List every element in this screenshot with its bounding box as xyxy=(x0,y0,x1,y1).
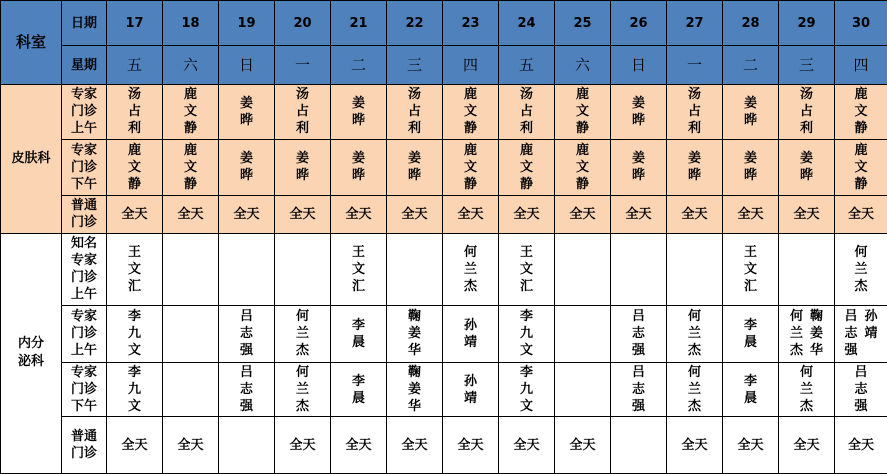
doctor-cell xyxy=(387,195,443,233)
doctor-cell xyxy=(219,233,275,305)
doctor-name: 吕志强 xyxy=(239,309,253,359)
doctor-name: 李九文 xyxy=(519,309,533,359)
doctor-cell xyxy=(387,417,443,474)
doctor-name: 汤占利 xyxy=(127,87,141,137)
weekday-label: 星期 xyxy=(62,46,107,84)
schedule-row xyxy=(1,417,887,474)
doctor-name: 孙靖 xyxy=(463,373,477,406)
doctor-cell xyxy=(835,195,887,233)
doctor-group xyxy=(779,308,834,359)
doctor-cell xyxy=(499,363,555,417)
doctor-name: 汤占利 xyxy=(295,87,309,137)
doctor-name: 鞠姜华 xyxy=(407,309,421,359)
allday-label: 全天 xyxy=(457,437,484,453)
doctor-cell xyxy=(779,417,835,474)
doctor-cell xyxy=(667,417,723,474)
doctor-cell xyxy=(387,233,443,305)
doctor-cell xyxy=(779,233,835,305)
weekday-cell: 一 xyxy=(667,46,723,84)
doctor-name: 何兰杰 xyxy=(687,365,701,415)
doctor-cell xyxy=(387,84,443,139)
doctor-name: 汤占利 xyxy=(519,87,533,137)
doctor-name: 何兰杰 xyxy=(687,309,701,359)
doctor-cell xyxy=(107,195,163,233)
weekday-cell: 三 xyxy=(387,46,443,84)
doctor-cell xyxy=(275,363,331,417)
doctor-cell xyxy=(219,195,275,233)
doctor-name: 姜晔 xyxy=(351,95,365,128)
allday-label: 全天 xyxy=(681,437,708,453)
doctor-name: 鹿文静 xyxy=(854,142,868,192)
doctor-cell xyxy=(555,84,611,139)
doctor-cell xyxy=(555,233,611,305)
doctor-name: 吕志强 xyxy=(631,365,645,415)
allday-label: 全天 xyxy=(681,206,708,222)
doctor-cell xyxy=(499,305,555,362)
allday-label: 全天 xyxy=(233,206,260,222)
doctor-cell xyxy=(219,417,275,474)
doctor-name: 王文汇 xyxy=(743,244,757,294)
doctor-name: 何兰杰 xyxy=(789,309,803,359)
allday-label: 全天 xyxy=(847,437,874,453)
doctor-cell xyxy=(275,233,331,305)
doctor-cell xyxy=(667,84,723,139)
allday-label: 全天 xyxy=(513,206,540,222)
doctor-cell xyxy=(611,195,667,233)
doctor-cell xyxy=(499,140,555,195)
allday-label: 全天 xyxy=(513,437,540,453)
doctor-name: 姜晔 xyxy=(687,151,701,184)
doctor-cell xyxy=(723,305,779,362)
doctor-cell xyxy=(163,84,219,139)
doctor-name: 吕志强 xyxy=(844,309,858,359)
doctor-name: 姜晔 xyxy=(743,95,757,128)
session-label-text: 专家门诊上午 xyxy=(70,309,97,359)
doctor-cell xyxy=(107,233,163,305)
weekday-cell: 五 xyxy=(107,46,163,84)
doctor-cell xyxy=(443,233,499,305)
doctor-cell xyxy=(275,195,331,233)
doctor-cell xyxy=(499,417,555,474)
doctor-name: 李九文 xyxy=(519,365,533,415)
doctor-cell xyxy=(163,417,219,474)
doctor-cell xyxy=(331,417,387,474)
allday-label: 全天 xyxy=(793,206,820,222)
doctor-cell xyxy=(555,417,611,474)
doctor-cell xyxy=(667,305,723,362)
date-cell: 22 xyxy=(387,1,443,46)
allday-label: 全天 xyxy=(289,437,316,453)
doctor-name: 鹿文静 xyxy=(183,142,197,192)
doctor-name: 鹿文静 xyxy=(575,142,589,192)
allday-label: 全天 xyxy=(289,206,316,222)
weekday-cell: 日 xyxy=(611,46,667,84)
doctor-name: 李九文 xyxy=(127,365,141,415)
doctor-name: 王文汇 xyxy=(127,244,141,294)
doctor-cell xyxy=(443,140,499,195)
weekday-cell: 四 xyxy=(443,46,499,84)
doctor-cell xyxy=(779,363,835,417)
doctor-cell xyxy=(219,84,275,139)
doctor-cell xyxy=(387,363,443,417)
doctor-name: 王文汇 xyxy=(351,244,365,294)
doctor-name: 鹿文静 xyxy=(519,142,533,192)
doctor-name: 何兰杰 xyxy=(799,365,813,415)
doctor-cell xyxy=(107,417,163,474)
doctor-cell xyxy=(219,305,275,362)
session-label-text: 普通门诊 xyxy=(70,198,97,231)
doctor-name: 鹿文静 xyxy=(854,87,868,137)
doctor-cell xyxy=(611,305,667,362)
allday-label: 全天 xyxy=(177,437,204,453)
doctor-cell xyxy=(163,195,219,233)
doctor-cell xyxy=(163,363,219,417)
doctor-cell xyxy=(331,233,387,305)
schedule-row xyxy=(1,84,887,139)
doctor-cell xyxy=(331,84,387,139)
doctor-cell xyxy=(499,84,555,139)
doctor-cell xyxy=(555,140,611,195)
doctor-name: 吕志强 xyxy=(239,365,253,415)
doctor-cell xyxy=(275,140,331,195)
date-cell: 17 xyxy=(107,1,163,46)
doctor-name: 李晨 xyxy=(351,317,365,350)
doctor-cell xyxy=(331,363,387,417)
weekday-cell: 日 xyxy=(219,46,275,84)
schedule-row xyxy=(1,233,887,305)
date-cell: 23 xyxy=(443,1,499,46)
doctor-cell xyxy=(107,305,163,362)
allday-label: 全天 xyxy=(401,206,428,222)
doctor-cell xyxy=(779,195,835,233)
schedule-row xyxy=(1,140,887,195)
date-cell: 19 xyxy=(219,1,275,46)
doctor-name: 何兰杰 xyxy=(854,244,868,294)
doctor-cell xyxy=(611,140,667,195)
weekday-cell: 六 xyxy=(555,46,611,84)
doctor-name: 姜晔 xyxy=(239,95,253,128)
date-label: 日期 xyxy=(62,1,107,46)
doctor-cell xyxy=(723,417,779,474)
schedule-row xyxy=(1,363,887,417)
weekday-row xyxy=(1,46,887,84)
date-cell: 27 xyxy=(667,1,723,46)
doctor-name: 汤占利 xyxy=(407,87,421,137)
session-label-text: 普通门诊 xyxy=(70,429,97,462)
doctor-cell xyxy=(107,140,163,195)
doctor-name: 鹿文静 xyxy=(183,87,197,137)
date-cell: 25 xyxy=(555,1,611,46)
allday-label: 全天 xyxy=(569,206,596,222)
doctor-group xyxy=(835,308,887,359)
allday-label: 全天 xyxy=(457,206,484,222)
doctor-cell xyxy=(835,417,887,474)
weekday-cell: 二 xyxy=(723,46,779,84)
doctor-name: 李晨 xyxy=(743,373,757,406)
doctor-cell xyxy=(387,140,443,195)
doctor-name: 鹿文静 xyxy=(127,142,141,192)
doctor-cell xyxy=(555,305,611,362)
doctor-cell xyxy=(443,305,499,362)
doctor-name: 鹿文静 xyxy=(575,87,589,137)
doctor-cell xyxy=(835,84,887,139)
doctor-name: 汤占利 xyxy=(687,87,701,137)
doctor-cell xyxy=(275,84,331,139)
session-label xyxy=(62,84,107,139)
doctor-name: 姜晔 xyxy=(295,151,309,184)
doctor-cell xyxy=(835,140,887,195)
doctor-name: 孙靖 xyxy=(463,317,477,350)
doctor-name: 王文汇 xyxy=(519,244,533,294)
doctor-cell xyxy=(163,305,219,362)
allday-label: 全天 xyxy=(625,206,652,222)
date-row xyxy=(1,1,887,46)
session-label xyxy=(62,195,107,233)
doctor-cell xyxy=(723,140,779,195)
allday-label: 全天 xyxy=(345,437,372,453)
doctor-name: 姜晔 xyxy=(351,151,365,184)
doctor-cell xyxy=(219,363,275,417)
doctor-cell xyxy=(723,84,779,139)
session-label xyxy=(62,417,107,474)
allday-label: 全天 xyxy=(793,437,820,453)
dept-name-text: 内分泌科 xyxy=(17,336,44,370)
doctor-name: 吕志强 xyxy=(631,309,645,359)
allday-label: 全天 xyxy=(345,206,372,222)
dept-name xyxy=(1,233,62,473)
doctor-cell xyxy=(723,195,779,233)
doctor-cell xyxy=(723,233,779,305)
date-cell: 24 xyxy=(499,1,555,46)
doctor-name: 姜晔 xyxy=(407,151,421,184)
doctor-name: 姜晔 xyxy=(239,151,253,184)
doctor-cell xyxy=(163,140,219,195)
doctor-cell xyxy=(667,140,723,195)
allday-label: 全天 xyxy=(737,206,764,222)
doctor-cell xyxy=(779,84,835,139)
session-label-text: 专家门诊下午 xyxy=(70,365,97,415)
doctor-cell xyxy=(107,363,163,417)
date-cell: 28 xyxy=(723,1,779,46)
session-label-text: 专家门诊下午 xyxy=(70,142,97,192)
dept-header: 科室 xyxy=(1,1,62,85)
doctor-cell xyxy=(387,305,443,362)
session-label xyxy=(62,140,107,195)
doctor-cell xyxy=(835,305,887,362)
date-cell: 26 xyxy=(611,1,667,46)
doctor-name: 鞠姜华 xyxy=(809,309,823,359)
doctor-name: 鞠姜华 xyxy=(407,365,421,415)
doctor-cell xyxy=(835,233,887,305)
doctor-cell xyxy=(499,233,555,305)
doctor-cell xyxy=(611,417,667,474)
doctor-cell xyxy=(443,195,499,233)
date-cell: 20 xyxy=(275,1,331,46)
allday-label: 全天 xyxy=(847,206,874,222)
doctor-name: 何兰杰 xyxy=(463,244,477,294)
doctor-cell xyxy=(835,363,887,417)
doctor-name: 汤占利 xyxy=(799,87,813,137)
weekday-cell: 四 xyxy=(835,46,887,84)
doctor-name: 鹿文静 xyxy=(463,87,477,137)
doctor-name: 李晨 xyxy=(351,373,365,406)
allday-label: 全天 xyxy=(737,437,764,453)
doctor-cell xyxy=(443,417,499,474)
doctor-cell xyxy=(611,233,667,305)
doctor-cell xyxy=(219,140,275,195)
doctor-name: 何兰杰 xyxy=(295,309,309,359)
doctor-cell xyxy=(555,363,611,417)
doctor-cell xyxy=(275,305,331,362)
weekday-cell: 五 xyxy=(499,46,555,84)
doctor-name: 孙靖 xyxy=(864,309,878,342)
session-label xyxy=(62,233,107,305)
doctor-cell xyxy=(779,140,835,195)
doctor-name: 姜晔 xyxy=(799,151,813,184)
doctor-cell xyxy=(163,233,219,305)
schedule-row xyxy=(1,305,887,362)
weekday-cell: 三 xyxy=(779,46,835,84)
allday-label: 全天 xyxy=(121,437,148,453)
dept-name: 皮肤科 xyxy=(1,84,62,233)
doctor-cell xyxy=(443,363,499,417)
doctor-name: 姜晔 xyxy=(743,151,757,184)
allday-label: 全天 xyxy=(177,206,204,222)
doctor-cell xyxy=(611,363,667,417)
doctor-cell xyxy=(331,140,387,195)
allday-label: 全天 xyxy=(401,437,428,453)
doctor-name: 吕志强 xyxy=(854,365,868,415)
doctor-name: 姜晔 xyxy=(631,151,645,184)
session-label xyxy=(62,363,107,417)
doctor-cell xyxy=(611,84,667,139)
doctor-name: 李晨 xyxy=(743,317,757,350)
date-cell: 30 xyxy=(835,1,887,46)
doctor-name: 鹿文静 xyxy=(463,142,477,192)
session-label-text: 知名专家门诊上午 xyxy=(70,236,97,303)
doctor-cell xyxy=(499,195,555,233)
weekday-cell: 二 xyxy=(331,46,387,84)
doctor-name: 李九文 xyxy=(127,309,141,359)
date-cell: 18 xyxy=(163,1,219,46)
doctor-name: 何兰杰 xyxy=(295,365,309,415)
doctor-cell xyxy=(443,84,499,139)
allday-label: 全天 xyxy=(121,206,148,222)
weekday-cell: 六 xyxy=(163,46,219,84)
session-label xyxy=(62,305,107,362)
doctor-cell xyxy=(779,305,835,362)
allday-label: 全天 xyxy=(569,437,596,453)
doctor-cell xyxy=(331,195,387,233)
doctor-cell xyxy=(555,195,611,233)
date-cell: 21 xyxy=(331,1,387,46)
doctor-cell xyxy=(667,363,723,417)
schedule-row xyxy=(1,195,887,233)
date-cell: 29 xyxy=(779,1,835,46)
doctor-cell xyxy=(107,84,163,139)
doctor-name: 姜晔 xyxy=(631,95,645,128)
doctor-cell xyxy=(275,417,331,474)
doctor-cell xyxy=(667,233,723,305)
weekday-cell: 一 xyxy=(275,46,331,84)
doctor-cell xyxy=(331,305,387,362)
doctor-cell xyxy=(723,363,779,417)
doctor-cell xyxy=(667,195,723,233)
session-label-text: 专家门诊上午 xyxy=(70,87,97,137)
